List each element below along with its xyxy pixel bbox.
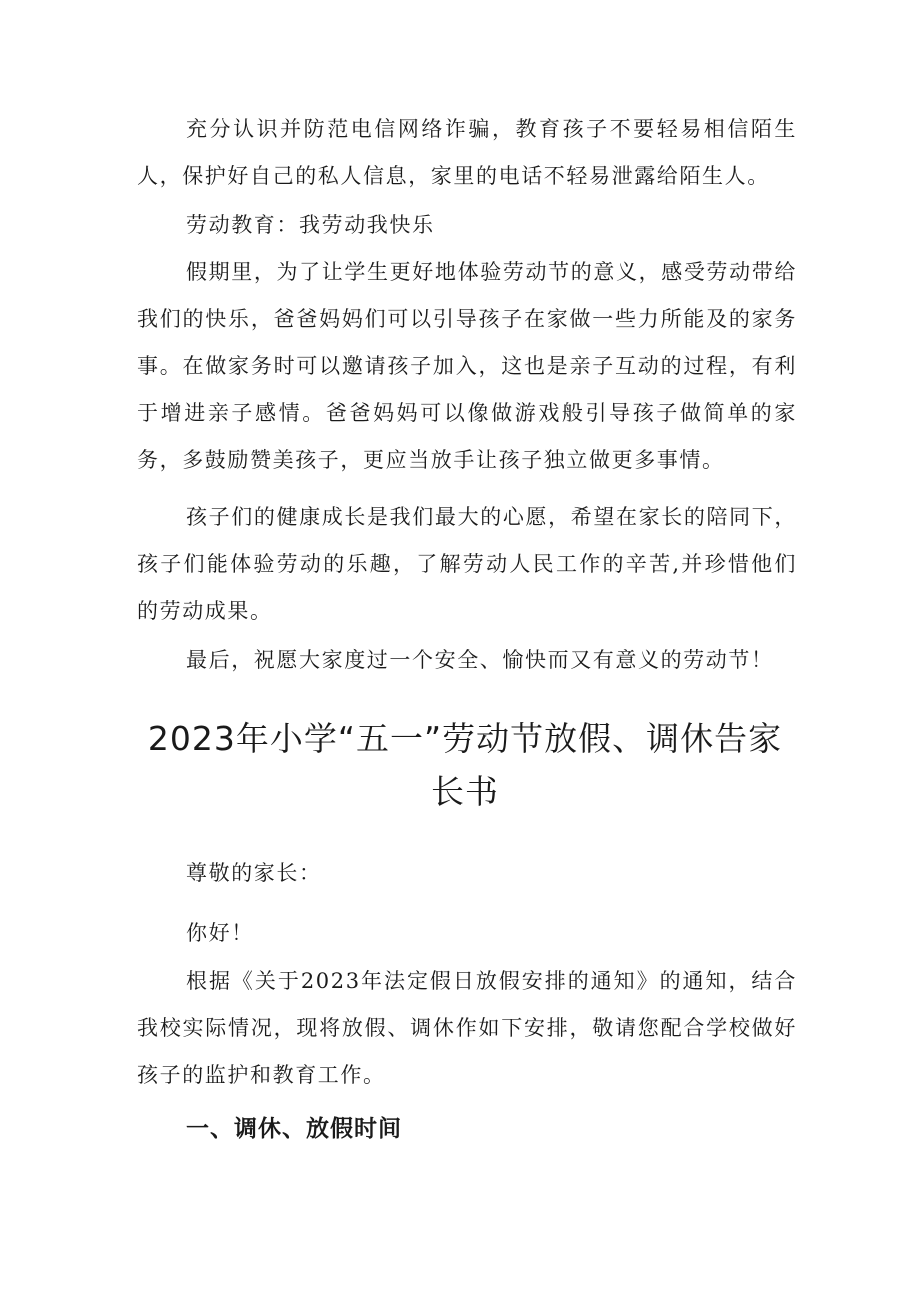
closing-wish-paragraph: 最后，祝愿大家度过一个安全、愉快而又有意义的劳动节！ bbox=[186, 648, 774, 672]
letter-title bbox=[120, 712, 810, 818]
labor-education-paragraph: 假期里，为了让学生更好地体验劳动节的意义，感受劳动带给我们的快乐，爸爸妈妈们可以引导孩子在家做一些力所能及的家务事。在做家务时可以邀请孩子加入，这也是亲子互动的过程，有利于增进亲子感情。爸爸妈妈可以像做游戏般引导孩子做简单的家务，多鼓励赞美孩子，更应当放手让孩子独立做更多事情。 bbox=[137, 260, 797, 472]
healthy-growth-paragraph: 孩子们的健康成长是我们最大的心愿，希望在家长的陪同下，孩子们能体验劳动的乐趣，了解劳动人民工作的辛苦,并珍惜他们的劳动成果。 bbox=[137, 505, 797, 623]
letter-title-line-1: 2023年小学“五一”劳动节放假、调休告家 bbox=[147, 719, 783, 758]
section-heading-schedule: 一、调休、放假时间 bbox=[186, 1116, 402, 1142]
salutation: 尊敬的家长： bbox=[186, 861, 322, 885]
labor-education-heading: 劳动教育：我劳动我快乐 bbox=[186, 213, 435, 237]
letter-title-line-2: 长书 bbox=[431, 772, 499, 811]
fraud-awareness-paragraph: 充分认识并防范电信网络诈骗，教育孩子不要轻易相信陌生人，保护好自己的私人信息，家里的电话不轻易泄露给陌生人。 bbox=[137, 117, 797, 188]
greeting: 你好！ bbox=[186, 921, 254, 945]
letter-intro-paragraph: 根据《关于2023年法定假日放假安排的通知》的通知，结合我校实际情况，现将放假、调休作如下安排，敬请您配合学校做好孩子的监护和教育工作。 bbox=[137, 969, 797, 1087]
